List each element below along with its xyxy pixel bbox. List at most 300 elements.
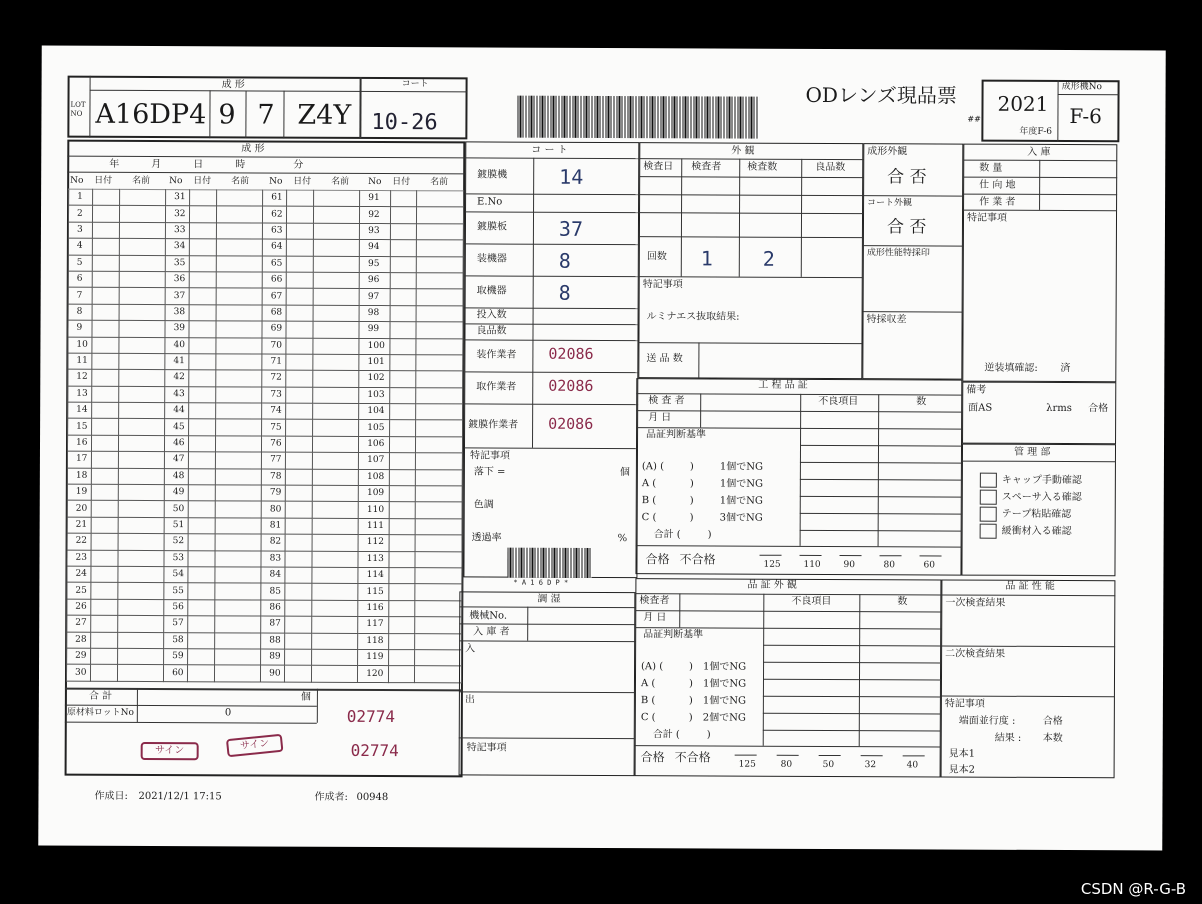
row-number[interactable]: 57 [164,616,188,632]
date-cell[interactable] [90,665,117,682]
date-cell[interactable] [286,190,313,207]
date-cell[interactable] [388,633,415,650]
row-number[interactable]: 91 [360,190,391,207]
row-number[interactable]: 45 [165,419,189,435]
name-cell[interactable] [415,666,462,683]
date-cell[interactable] [189,288,216,305]
row-number[interactable]: 18 [67,468,91,484]
row-number[interactable]: 111 [358,518,389,535]
row-number[interactable]: 33 [165,222,189,238]
date-cell[interactable] [286,305,313,322]
row-number[interactable]: 54 [164,567,188,583]
row-number[interactable]: 101 [359,354,390,371]
row-number[interactable]: 51 [164,517,188,533]
row-number[interactable]: 5 [68,255,92,271]
name-cell[interactable] [216,206,263,223]
row-number[interactable]: 16 [67,435,91,451]
row-number[interactable]: 60 [164,665,188,681]
row-number[interactable]: 36 [165,272,189,288]
date-cell[interactable] [286,387,313,404]
name-cell[interactable] [312,354,359,371]
row-number[interactable]: 104 [359,404,390,421]
row-number[interactable]: 21 [67,517,91,533]
row-number[interactable]: 100 [359,338,390,355]
row-number[interactable]: 42 [165,370,189,386]
name-cell[interactable] [415,551,462,568]
row-number[interactable]: 24 [67,566,91,582]
name-cell[interactable] [216,223,263,240]
row-number[interactable]: 46 [165,435,189,451]
row-number[interactable]: 13 [68,386,92,402]
name-cell[interactable] [415,584,462,601]
date-cell[interactable] [286,256,313,273]
name-cell[interactable] [416,322,463,339]
name-cell[interactable] [119,271,166,288]
date-cell[interactable] [388,666,415,683]
date-cell[interactable] [91,517,118,534]
date-cell[interactable] [189,239,216,256]
name-cell[interactable] [215,550,262,567]
name-cell[interactable] [117,632,164,649]
name-cell[interactable] [415,600,462,617]
name-cell[interactable] [416,387,463,404]
date-cell[interactable] [188,468,215,485]
name-cell[interactable] [216,255,263,272]
row-number[interactable]: 83 [261,551,285,567]
date-cell[interactable] [286,223,313,240]
name-cell[interactable] [416,404,463,421]
name-cell[interactable] [215,370,262,387]
date-cell[interactable] [285,583,312,600]
name-cell[interactable] [416,453,463,470]
name-cell[interactable] [417,207,464,224]
name-cell[interactable] [118,484,165,501]
name-cell[interactable] [215,354,262,371]
date-cell[interactable] [92,320,119,337]
name-cell[interactable] [119,255,166,272]
row-number[interactable]: 102 [359,371,390,388]
name-cell[interactable] [216,288,263,305]
date-cell[interactable] [91,468,118,485]
name-cell[interactable] [417,273,464,290]
date-cell[interactable] [92,304,119,321]
row-number[interactable]: 81 [261,518,285,534]
name-cell[interactable] [415,633,462,650]
name-cell[interactable] [118,402,165,419]
name-cell[interactable] [312,518,359,535]
name-cell[interactable] [119,321,166,338]
row-number[interactable]: 3 [68,222,92,238]
date-cell[interactable] [389,371,416,388]
name-cell[interactable] [312,534,359,551]
row-number[interactable]: 1 [69,189,93,205]
name-cell[interactable] [215,452,262,469]
row-number[interactable]: 79 [261,485,285,501]
date-cell[interactable] [286,370,313,387]
name-cell[interactable] [117,616,164,633]
date-cell[interactable] [286,207,313,224]
name-cell[interactable] [312,485,359,502]
date-cell[interactable] [389,436,416,453]
name-cell[interactable] [119,288,166,305]
date-cell[interactable] [284,649,311,666]
row-number[interactable]: 80 [261,501,285,517]
name-cell[interactable] [216,190,263,207]
date-cell[interactable] [91,484,118,501]
row-number[interactable]: 84 [261,567,285,583]
name-cell[interactable] [416,338,463,355]
row-number[interactable]: 8 [68,304,92,320]
name-cell[interactable] [311,666,358,683]
row-number[interactable]: 59 [164,649,188,665]
row-number[interactable]: 49 [164,485,188,501]
name-cell[interactable] [416,420,463,437]
date-cell[interactable] [285,600,312,617]
date-cell[interactable] [92,353,119,370]
name-cell[interactable] [118,386,165,403]
row-number[interactable]: 11 [68,353,92,369]
name-cell[interactable] [119,222,166,239]
row-number[interactable]: 103 [359,387,390,404]
date-cell[interactable] [91,419,118,436]
name-cell[interactable] [416,469,463,486]
name-cell[interactable] [216,337,263,354]
name-cell[interactable] [313,289,360,306]
date-cell[interactable] [285,420,312,437]
date-cell[interactable] [285,534,312,551]
date-cell[interactable] [389,551,416,568]
name-cell[interactable] [416,371,463,388]
row-number[interactable]: 86 [261,600,285,616]
row-number[interactable]: 31 [166,190,190,206]
date-cell[interactable] [285,436,312,453]
row-number[interactable]: 9 [68,320,92,336]
date-cell[interactable] [285,452,312,469]
date-cell[interactable] [188,534,215,551]
row-number[interactable]: 10 [68,337,92,353]
date-cell[interactable] [390,338,417,355]
name-cell[interactable] [313,239,360,256]
row-number[interactable]: 78 [261,469,285,485]
date-cell[interactable] [92,255,119,272]
date-cell[interactable] [91,599,118,616]
date-cell[interactable] [388,617,415,634]
row-number[interactable]: 97 [359,289,390,306]
row-number[interactable]: 68 [262,305,286,321]
row-number[interactable]: 7 [68,288,92,304]
name-cell[interactable] [119,206,166,223]
date-cell[interactable] [189,386,216,403]
name-cell[interactable] [313,223,360,240]
name-cell[interactable] [118,550,165,567]
date-cell[interactable] [286,338,313,355]
name-cell[interactable] [214,600,261,617]
name-cell[interactable] [215,403,262,420]
name-cell[interactable] [312,387,359,404]
date-cell[interactable] [388,600,415,617]
row-number[interactable]: 38 [165,304,189,320]
name-cell[interactable] [118,370,165,387]
row-number[interactable]: 22 [67,533,91,549]
date-cell[interactable] [189,337,216,354]
row-number[interactable]: 120 [358,666,389,683]
name-cell[interactable] [215,518,262,535]
date-cell[interactable] [189,370,216,387]
date-cell[interactable] [189,206,216,223]
row-number[interactable]: 116 [358,600,389,617]
date-cell[interactable] [390,191,417,208]
date-cell[interactable] [187,649,214,666]
name-cell[interactable] [118,435,165,452]
row-number[interactable]: 37 [165,288,189,304]
date-cell[interactable] [92,271,119,288]
row-number[interactable]: 43 [165,386,189,402]
name-cell[interactable] [215,386,262,403]
row-number[interactable]: 74 [262,403,286,419]
date-cell[interactable] [389,469,416,486]
name-cell[interactable] [312,469,359,486]
name-cell[interactable] [311,649,358,666]
name-cell[interactable] [415,650,462,667]
name-cell[interactable] [118,501,165,518]
name-cell[interactable] [215,419,262,436]
date-cell[interactable] [188,436,215,453]
date-cell[interactable] [91,386,118,403]
date-cell[interactable] [390,240,417,257]
name-cell[interactable] [415,568,462,585]
row-number[interactable]: 98 [359,305,390,322]
row-number[interactable]: 85 [261,583,285,599]
row-number[interactable]: 105 [359,420,390,437]
row-number[interactable]: 48 [164,468,188,484]
name-cell[interactable] [416,486,463,503]
date-cell[interactable] [388,650,415,667]
row-number[interactable]: 23 [67,550,91,566]
row-number[interactable]: 66 [262,272,286,288]
row-number[interactable]: 15 [68,419,92,435]
name-cell[interactable] [416,437,463,454]
row-number[interactable]: 76 [262,436,286,452]
name-cell[interactable] [118,517,165,534]
row-number[interactable]: 94 [360,240,391,257]
name-cell[interactable] [117,665,164,682]
row-number[interactable]: 72 [262,370,286,386]
row-number[interactable]: 107 [359,453,390,470]
name-cell[interactable] [415,617,462,634]
row-number[interactable]: 19 [67,484,91,500]
date-cell[interactable] [91,435,118,452]
date-cell[interactable] [188,518,215,535]
date-cell[interactable] [91,452,118,469]
row-number[interactable]: 47 [164,452,188,468]
row-number[interactable]: 109 [358,485,389,502]
date-cell[interactable] [189,304,216,321]
row-number[interactable]: 113 [358,551,389,568]
date-cell[interactable] [389,568,416,585]
name-cell[interactable] [313,338,360,355]
row-number[interactable]: 75 [262,419,286,435]
date-cell[interactable] [90,648,117,665]
date-cell[interactable] [389,420,416,437]
row-number[interactable]: 114 [358,567,389,584]
name-cell[interactable] [119,189,166,206]
row-number[interactable]: 2 [68,206,92,222]
date-cell[interactable] [90,632,117,649]
date-cell[interactable] [389,518,416,535]
name-cell[interactable] [215,436,262,453]
date-cell[interactable] [92,238,119,255]
row-number[interactable]: 70 [262,338,286,354]
name-cell[interactable] [215,567,262,584]
row-number[interactable]: 53 [164,550,188,566]
row-number[interactable]: 6 [68,271,92,287]
row-number[interactable]: 34 [165,239,189,255]
name-cell[interactable] [415,535,462,552]
name-cell[interactable] [214,583,261,600]
name-cell[interactable] [313,207,360,224]
name-cell[interactable] [215,534,262,551]
date-cell[interactable] [286,403,313,420]
row-number[interactable]: 90 [261,665,285,681]
row-number[interactable]: 65 [262,256,286,272]
date-cell[interactable] [91,583,118,600]
row-number[interactable]: 27 [67,615,91,631]
row-number[interactable]: 44 [165,403,189,419]
name-cell[interactable] [313,321,360,338]
name-cell[interactable] [117,583,164,600]
row-number[interactable]: 50 [164,501,188,517]
date-cell[interactable] [284,665,311,682]
row-number[interactable]: 32 [166,206,190,222]
name-cell[interactable] [311,584,358,601]
date-cell[interactable] [389,453,416,470]
name-cell[interactable] [118,452,165,469]
name-cell[interactable] [118,353,165,370]
check-box[interactable] [980,507,997,522]
row-number[interactable]: 112 [358,535,389,552]
date-cell[interactable] [189,272,216,289]
row-number[interactable]: 93 [360,223,391,240]
row-number[interactable]: 58 [164,632,188,648]
date-cell[interactable] [188,419,215,436]
date-cell[interactable] [189,354,216,371]
row-number[interactable]: 63 [263,223,287,239]
name-cell[interactable] [312,371,359,388]
date-cell[interactable] [285,551,312,568]
name-cell[interactable] [417,256,464,273]
row-number[interactable]: 88 [261,633,285,649]
date-cell[interactable] [285,469,312,486]
name-cell[interactable] [117,566,164,583]
row-number[interactable]: 64 [262,239,286,255]
name-cell[interactable] [118,419,165,436]
name-cell[interactable] [417,240,464,257]
date-cell[interactable] [390,207,417,224]
date-cell[interactable] [285,518,312,535]
name-cell[interactable] [416,355,463,372]
date-cell[interactable] [188,567,215,584]
name-cell[interactable] [312,403,359,420]
row-number[interactable]: 71 [262,354,286,370]
name-cell[interactable] [416,502,463,519]
name-cell[interactable] [214,616,261,633]
name-cell[interactable] [215,468,262,485]
row-number[interactable]: 117 [358,617,389,634]
row-number[interactable]: 30 [66,664,90,680]
date-cell[interactable] [92,206,119,223]
date-cell[interactable] [188,599,215,616]
date-cell[interactable] [390,273,417,290]
date-cell[interactable] [189,321,216,338]
date-cell[interactable] [189,190,216,207]
date-cell[interactable] [388,584,415,601]
row-number[interactable]: 55 [164,583,188,599]
name-cell[interactable] [313,272,360,289]
name-cell[interactable] [416,305,463,322]
date-cell[interactable] [285,633,312,650]
name-cell[interactable] [312,567,359,584]
name-cell[interactable] [214,649,261,666]
date-cell[interactable] [285,567,312,584]
name-cell[interactable] [118,534,165,551]
date-cell[interactable] [187,665,214,682]
date-cell[interactable] [188,485,215,502]
date-cell[interactable] [390,305,417,322]
name-cell[interactable] [417,289,464,306]
name-cell[interactable] [312,436,359,453]
row-number[interactable]: 77 [262,452,286,468]
name-cell[interactable] [311,600,358,617]
date-cell[interactable] [91,402,118,419]
row-number[interactable]: 35 [165,255,189,271]
date-cell[interactable] [188,452,215,469]
row-number[interactable]: 62 [263,206,287,222]
row-number[interactable]: 61 [263,190,287,206]
date-cell[interactable] [390,322,417,339]
name-cell[interactable] [215,501,262,518]
date-cell[interactable] [285,502,312,519]
date-cell[interactable] [92,370,119,387]
name-cell[interactable] [311,616,358,633]
name-cell[interactable] [312,452,359,469]
row-number[interactable]: 87 [261,616,285,632]
date-cell[interactable] [91,550,118,567]
name-cell[interactable] [312,420,359,437]
date-cell[interactable] [188,550,215,567]
date-cell[interactable] [390,289,417,306]
date-cell[interactable] [390,256,417,273]
name-cell[interactable] [416,518,463,535]
row-number[interactable]: 17 [67,451,91,467]
name-cell[interactable] [313,305,360,322]
row-number[interactable]: 28 [67,632,91,648]
row-number[interactable]: 118 [358,633,389,650]
date-cell[interactable] [92,222,119,239]
date-cell[interactable] [286,288,313,305]
row-number[interactable]: 96 [359,272,390,289]
row-number[interactable]: 20 [67,501,91,517]
name-cell[interactable] [216,272,263,289]
row-number[interactable]: 12 [68,369,92,385]
row-number[interactable]: 89 [261,649,285,665]
row-number[interactable]: 67 [262,288,286,304]
date-cell[interactable] [189,255,216,272]
row-number[interactable]: 29 [67,648,91,664]
row-number[interactable]: 14 [68,402,92,418]
name-cell[interactable] [311,633,358,650]
date-cell[interactable] [286,272,313,289]
date-cell[interactable] [188,501,215,518]
